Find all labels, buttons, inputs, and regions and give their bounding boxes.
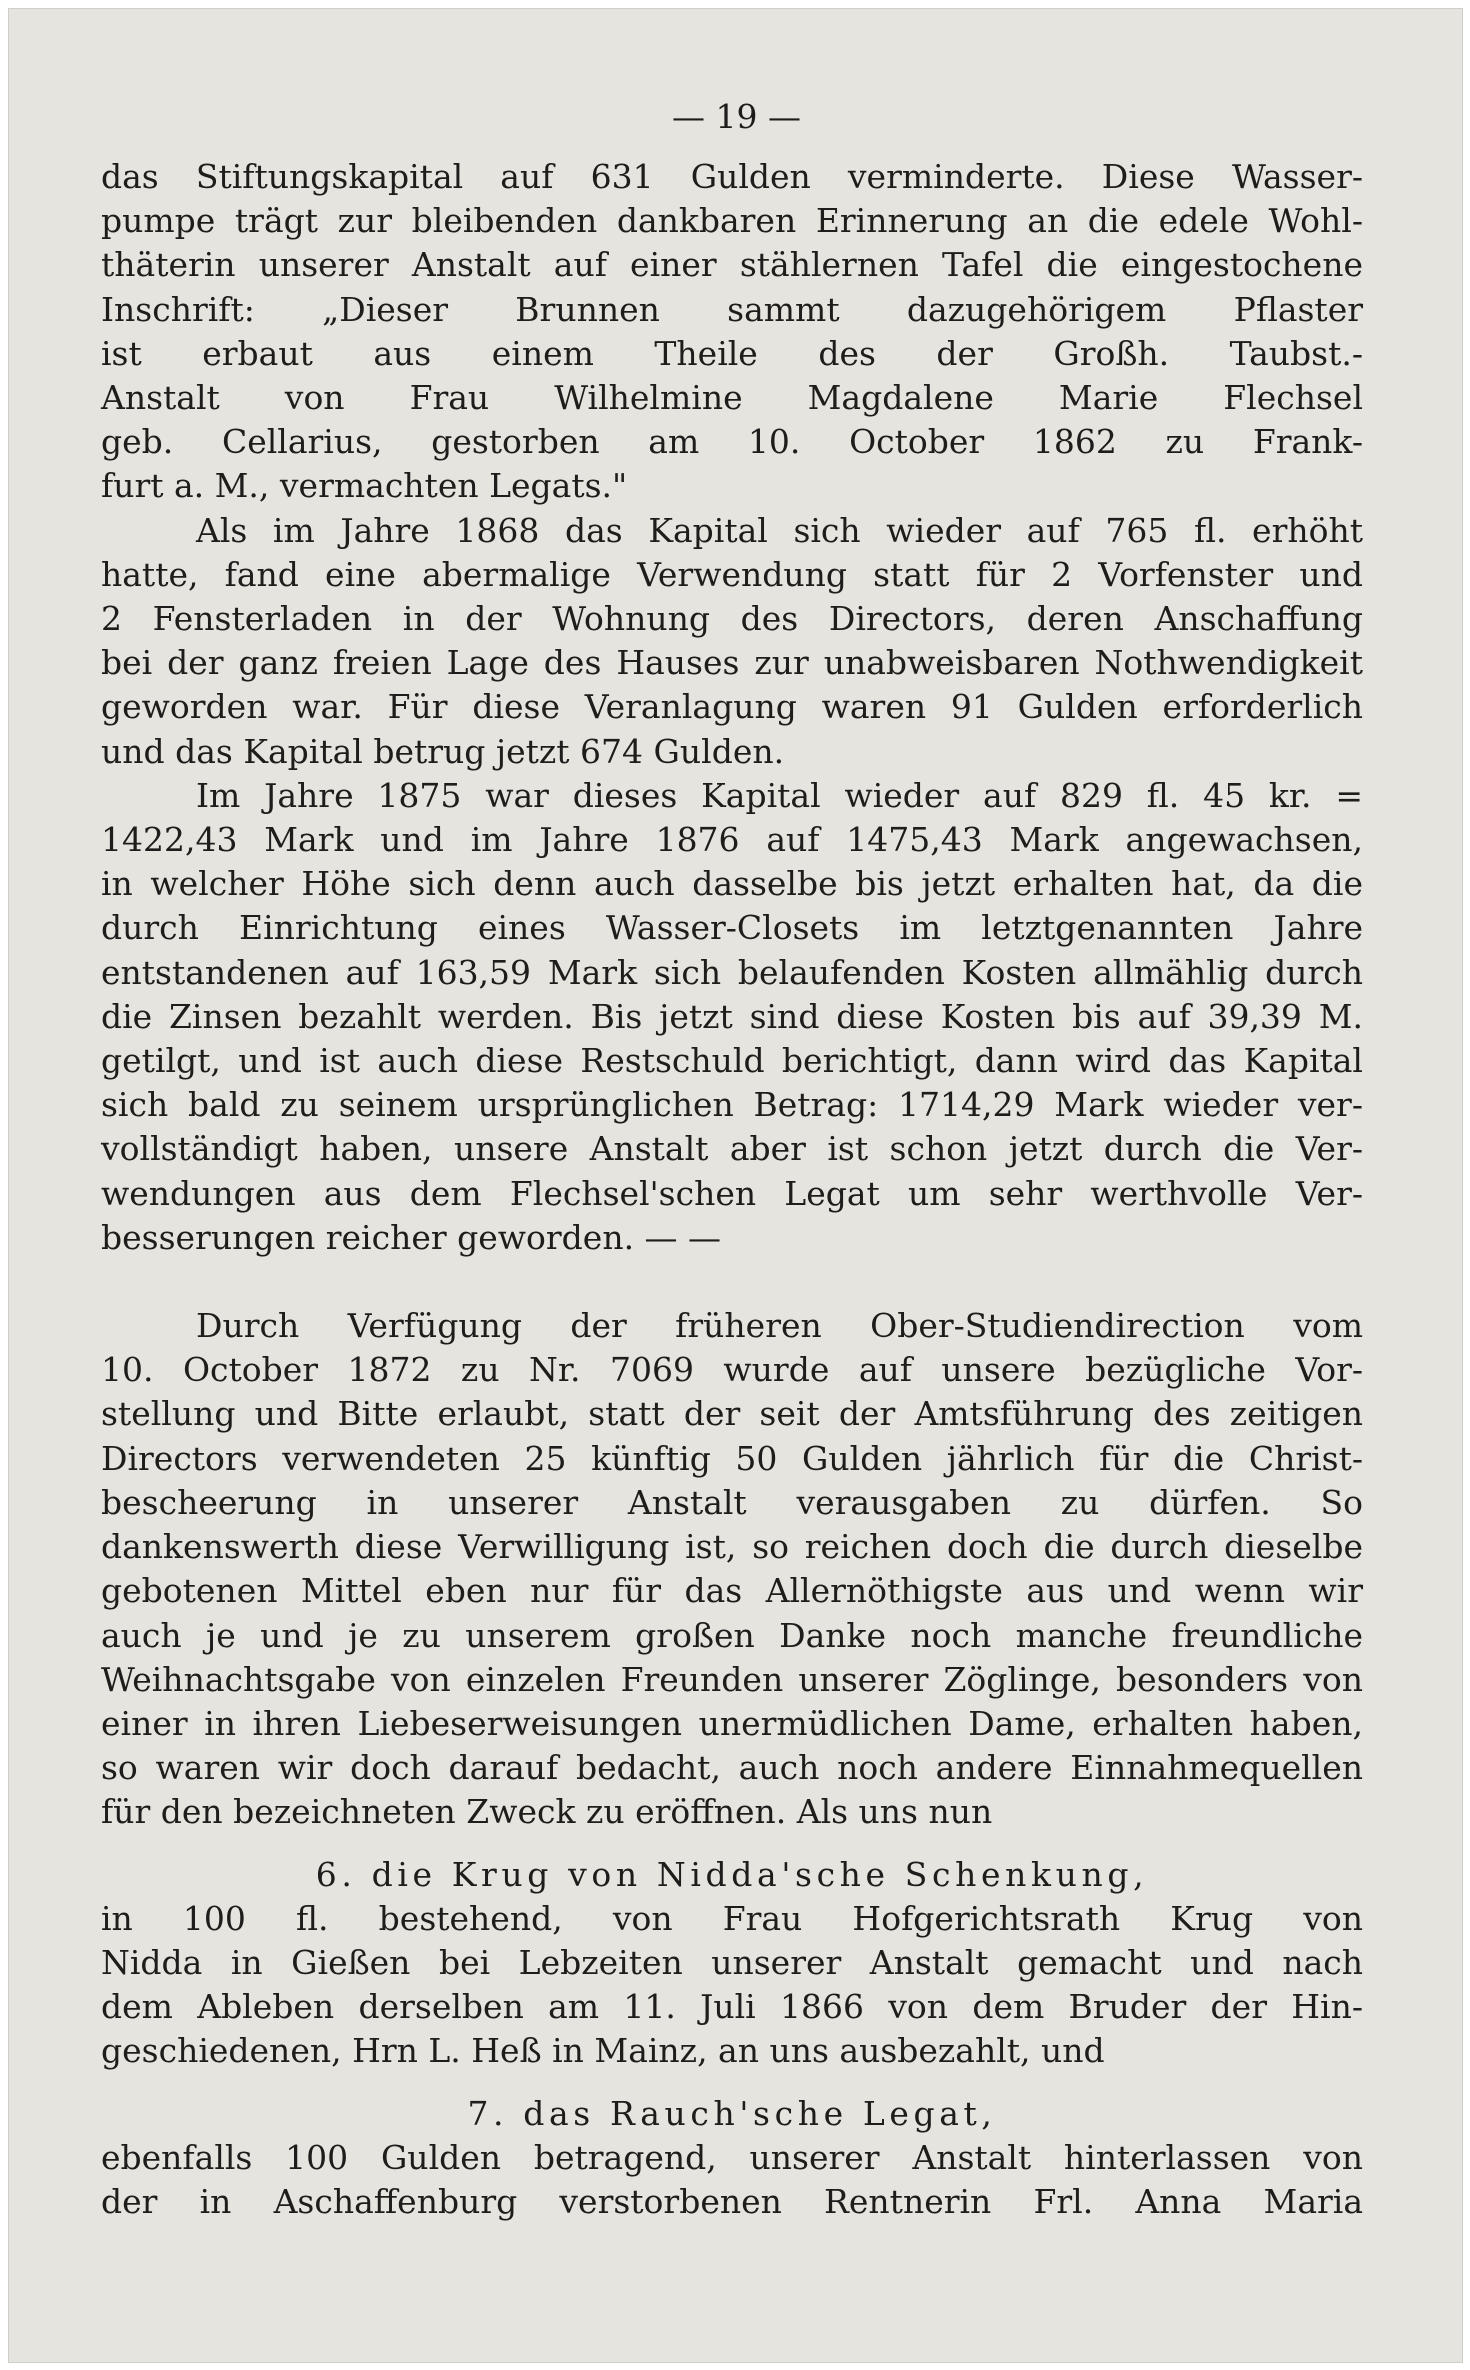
text-line: geschiedenen, Hrn L. Heß in Mainz, an uns ausbezahlt, und bbox=[101, 2031, 1105, 2071]
text-line: die Zinsen bezahlt werden. Bis jetzt sind diese Kosten bis auf 39,39 M. bbox=[101, 996, 1363, 1036]
text-line: sich bald zu seinem ursprünglichen Betrag: 1714,29 Mark wieder ver- bbox=[101, 1085, 1363, 1125]
text-line: in 100 fl. bestehend, von Frau Hofgerichtsrath Krug von bbox=[101, 1898, 1363, 1938]
paragraph-gap bbox=[101, 1260, 1363, 1304]
text-line: Anstalt von Frau Wilhelmine Magdalene Marie Flechsel bbox=[101, 378, 1363, 418]
page-number: — 19 — bbox=[672, 97, 801, 136]
text-line: besserungen reicher geworden. — — bbox=[101, 1217, 722, 1257]
text-line: geworden war. Für diese Veranlagung waren 91 Gulden erforderlich bbox=[101, 687, 1363, 727]
text-line: Im Jahre 1875 war dieses Kapital wieder auf 829 fl. 45 kr. = bbox=[196, 775, 1363, 815]
paragraph-1868 bbox=[101, 509, 1363, 774]
page-text bbox=[101, 155, 1363, 2224]
text-line: bei der ganz freien Lage des Hauses zur unabweisbaren Nothwendigkeit bbox=[101, 643, 1363, 683]
text-line: furt a. M., vermachten Legats." bbox=[101, 466, 628, 506]
text-line: Weihnachtsgabe von einzelen Freunden unserer Zöglinge, besonders von bbox=[101, 1659, 1363, 1699]
text-line: Als im Jahre 1868 das Kapital sich wieder auf 765 fl. erhöht bbox=[196, 510, 1363, 550]
text-line: getilgt, und ist auch diese Restschuld berichtigt, dann wird das Kapital bbox=[101, 1041, 1363, 1081]
paragraph-verfuegung bbox=[101, 1304, 1363, 1834]
text-line: pumpe trägt zur bleibenden dankbaren Erinnerung an die edele Wohl- bbox=[101, 201, 1363, 241]
text-line: Inschrift: „Dieser Brunnen sammt dazugehörigem Pflaster bbox=[101, 289, 1363, 329]
text-line: 1422,43 Mark und im Jahre 1876 auf 1475,43 Mark angewachsen, bbox=[101, 820, 1363, 860]
text-line: so waren wir doch darauf bedacht, auch noch andere Einnahmequellen bbox=[101, 1748, 1363, 1788]
text-line: das Stiftungskapital auf 631 Gulden verminderte. Diese Wasser- bbox=[101, 157, 1363, 196]
text-line: und das Kapital betrug jetzt 674 Gulden. bbox=[101, 731, 785, 771]
text-line: in welcher Höhe sich denn auch dasselbe bis jetzt erhalten hat, da die bbox=[101, 864, 1363, 904]
section-heading-krug: 6. die Krug von Nidda'sche Schenkung, bbox=[315, 1854, 1149, 1894]
text-line: Durch Verfügung der früheren Ober-Studiendirection vom bbox=[196, 1306, 1363, 1346]
text-line: dem Ableben derselben am 11. Juli 1866 von dem Bruder der Hin- bbox=[101, 1987, 1363, 2027]
text-line: dankenswerth diese Verwilligung ist, so reichen doch die durch dieselbe bbox=[101, 1527, 1363, 1567]
text-line: wendungen aus dem Flechsel'schen Legat um sehr werthvolle Ver- bbox=[101, 1173, 1363, 1213]
text-line: thäterin unserer Anstalt auf einer stählernen Tafel die eingestochene bbox=[101, 245, 1363, 285]
text-line: gebotenen Mittel eben nur für das Allernöthigste aus und wenn wir bbox=[101, 1571, 1363, 1611]
text-line: stellung und Bitte erlaubt, statt der seit der Amtsführung des zeitigen bbox=[101, 1394, 1363, 1434]
text-line: vollständigt haben, unsere Anstalt aber ist schon jetzt durch die Ver- bbox=[101, 1129, 1363, 1169]
text-line: Directors verwendeten 25 künftig 50 Gulden jährlich für die Christ- bbox=[101, 1438, 1363, 1478]
section-heading-rauch: 7. das Rauch'sche Legat, bbox=[467, 2093, 997, 2133]
text-line: ebenfalls 100 Gulden betragend, unserer Anstalt hinterlassen von bbox=[101, 2137, 1363, 2177]
book-page bbox=[8, 8, 1463, 2363]
text-line: Nidda in Gießen bei Lebzeiten unserer Anstalt gemacht und nach bbox=[101, 1942, 1363, 1982]
paragraph-krug bbox=[101, 1897, 1363, 2074]
text-line: geb. Cellarius, gestorben am 10. October 1862 zu Frank- bbox=[101, 422, 1363, 462]
text-line: ist erbaut aus einem Theile des der Großh. Taubst.- bbox=[101, 333, 1363, 373]
text-line: für den bezeichneten Zweck zu eröffnen. Als uns nun bbox=[101, 1792, 993, 1832]
text-line: 2 Fensterladen in der Wohnung des Directors, deren Anschaffung bbox=[101, 599, 1363, 639]
text-line: 10. October 1872 zu Nr. 7069 wurde auf unsere bezügliche Vor- bbox=[101, 1350, 1363, 1390]
heading-gap bbox=[101, 1835, 1363, 1853]
text-line: durch Einrichtung eines Wasser-Closets im letztgenannten Jahre bbox=[101, 908, 1363, 948]
text-line: bescheerung in unserer Anstalt verausgaben zu dürfen. So bbox=[101, 1482, 1363, 1522]
text-line: hatte, fand eine abermalige Verwendung statt für 2 Vorfenster und bbox=[101, 554, 1363, 594]
heading-gap bbox=[101, 2074, 1363, 2092]
paragraph-stiftungskapital bbox=[101, 155, 1363, 509]
text-line: der in Aschaffenburg verstorbenen Rentnerin Frl. Anna Maria bbox=[101, 2181, 1363, 2221]
text-line: auch je und je zu unserem großen Danke noch manche freundliche bbox=[101, 1615, 1363, 1655]
text-line: entstandenen auf 163,59 Mark sich belaufenden Kosten allmählig durch bbox=[101, 952, 1363, 992]
paragraph-1875 bbox=[101, 774, 1363, 1260]
paragraph-rauch bbox=[101, 2136, 1363, 2224]
text-line: einer in ihren Liebeserweisungen unermüdlichen Dame, erhalten haben, bbox=[101, 1703, 1363, 1743]
